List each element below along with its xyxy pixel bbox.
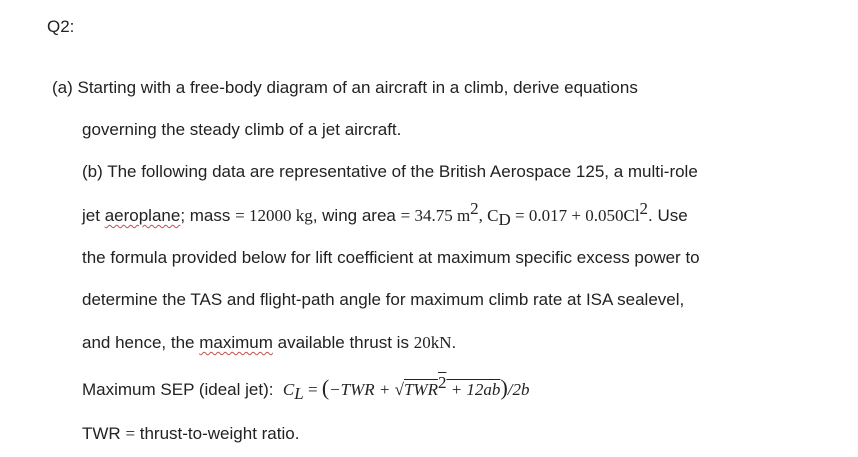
cd-value: 0.017 + 0.050Cl bbox=[528, 206, 640, 225]
formula-cl: C bbox=[282, 380, 295, 399]
question-label: Q2: bbox=[47, 17, 75, 36]
formula-equals: = bbox=[307, 380, 318, 399]
thrust-value: 20kN bbox=[413, 333, 452, 352]
part-b-line-2 bbox=[82, 199, 688, 229]
formula-term1: −TWR + bbox=[329, 380, 395, 399]
part-b-line-5-prefix: and hence, the bbox=[82, 333, 200, 352]
part-b-line-5-mid: available thrust is bbox=[272, 333, 414, 352]
wing-area-label: , wing area bbox=[312, 206, 401, 225]
formula-radicand-rest: + 12ab bbox=[446, 380, 501, 399]
twr-equals: = bbox=[125, 424, 136, 443]
spellcheck-word-maximum: maximum bbox=[199, 333, 273, 352]
part-a-line-2: governing the steady climb of a jet aircraft. bbox=[82, 120, 402, 139]
cd-subscript: D bbox=[498, 210, 511, 229]
formula-open-paren: ( bbox=[321, 375, 330, 400]
formula-radicand-exponent: 2 bbox=[437, 373, 447, 392]
part-b-line-1: (b) The following data are representative of the British Aerospace 125, a multi-role bbox=[82, 162, 698, 181]
part-b-line-5-end: . bbox=[451, 333, 457, 352]
formula-cl-subscript: L bbox=[294, 384, 304, 403]
part-b-line-2-prefix: jet bbox=[82, 206, 105, 225]
formula-radicand bbox=[403, 373, 501, 399]
part-b-line-5 bbox=[82, 333, 456, 353]
formula-sqrt-sign: √ bbox=[394, 380, 404, 399]
twr-definition bbox=[82, 424, 299, 444]
formula-label: Maximum SEP (ideal jet): bbox=[82, 380, 274, 399]
wing-area-equals: = bbox=[400, 206, 411, 225]
mass-equals: = bbox=[235, 206, 245, 225]
mass-label: ; mass bbox=[180, 206, 236, 225]
cd-equals: = bbox=[515, 206, 525, 225]
wing-area-value: 34.75 m bbox=[414, 206, 471, 225]
spellcheck-word-aeroplane: aeroplane bbox=[104, 206, 181, 225]
twr-text: thrust-to-weight ratio. bbox=[135, 424, 300, 443]
formula-line bbox=[82, 373, 530, 403]
formula-tail: /2b bbox=[507, 380, 530, 399]
part-b-line-3: the formula provided below for lift coefficient at maximum specific excess power to bbox=[82, 248, 700, 267]
part-b-line-4: determine the TAS and flight-path angle for maximum climb rate at ISA sealevel, bbox=[82, 290, 685, 309]
part-a-line-1: (a) Starting with a free-body diagram of an aircraft in a climb, derive equations bbox=[52, 78, 638, 97]
formula-radicand-twr: TWR bbox=[403, 380, 438, 399]
cd-exponent: 2 bbox=[639, 199, 649, 218]
cd-symbol: , C bbox=[478, 206, 499, 225]
part-b-line-2-end: . Use bbox=[648, 206, 688, 225]
wing-area-exponent: 2 bbox=[470, 199, 479, 218]
mass-value: 12000 kg bbox=[248, 206, 313, 225]
formula-close-paren: ) bbox=[500, 375, 508, 400]
twr-label: TWR bbox=[82, 424, 126, 443]
